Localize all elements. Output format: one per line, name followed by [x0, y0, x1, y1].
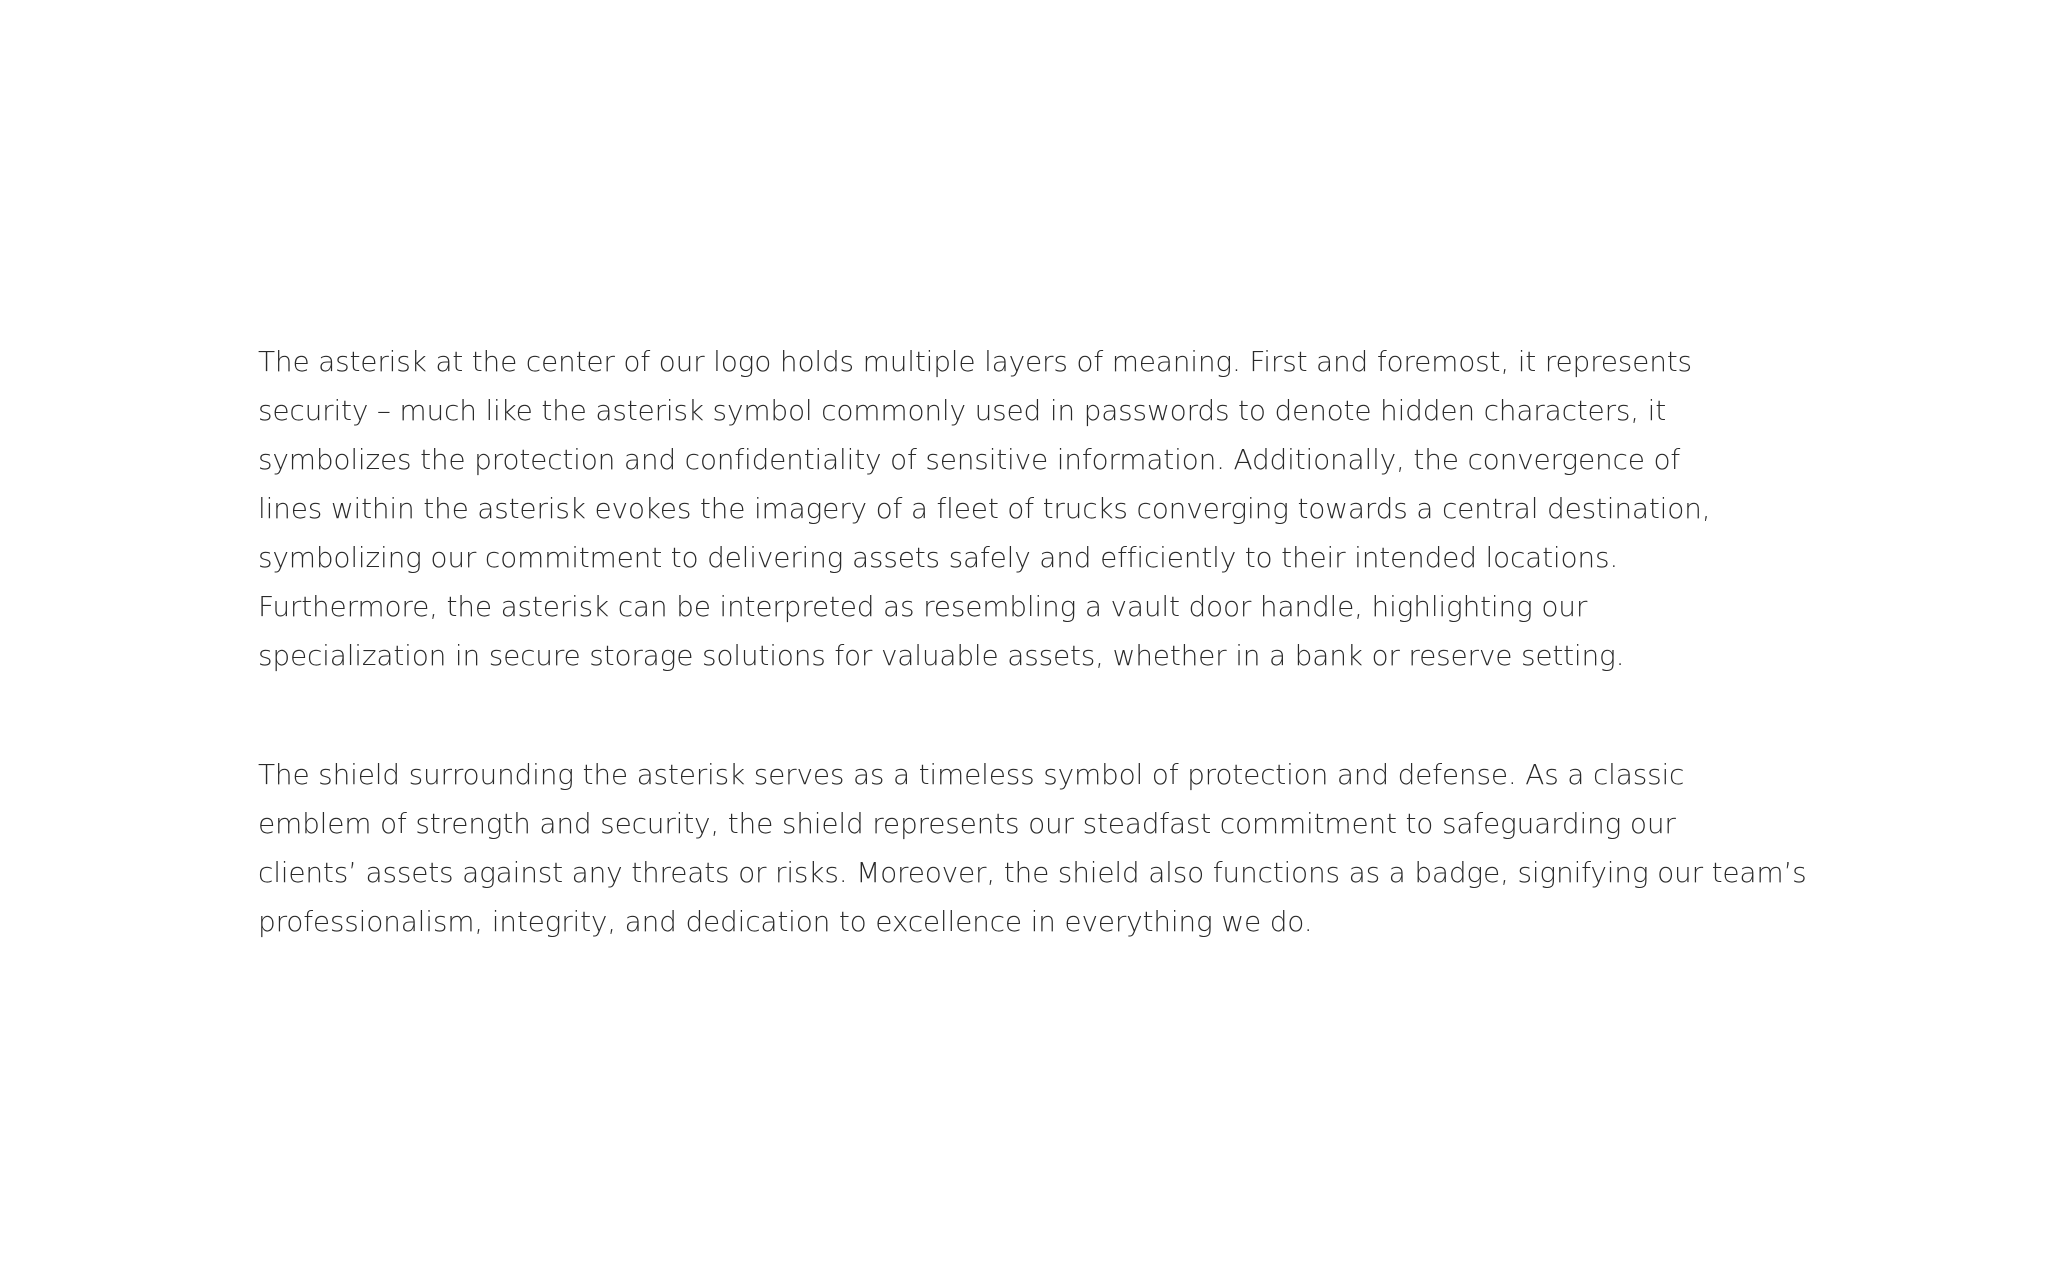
- text-line: specialization in secure storage solutions for valuable assets, whether in a bank or reserve setting.: [258, 639, 1625, 672]
- text-line: clients’ assets against any threats or risks. Moreover, the shield also functions as a badge, signifying our team’s: [258, 856, 1807, 889]
- text-line: Furthermore, the asterisk can be interpreted as resembling a vault door handle, highlighting our: [258, 590, 1588, 623]
- text-line: The shield surrounding the asterisk serves as a timeless symbol of protection and defense. As a classic: [258, 758, 1685, 791]
- text-line: The asterisk at the center of our logo holds multiple layers of meaning. First and foremost, it represents: [258, 345, 1692, 378]
- text-line: symbolizing our commitment to delivering assets safely and efficiently to their intended locations.: [258, 541, 1619, 574]
- text-line: professionalism, integrity, and dedication to excellence in everything we do.: [258, 905, 1313, 938]
- text-line: symbolizes the protection and confidentiality of sensitive information. Additionally, the convergence of: [258, 443, 1681, 476]
- text-line: lines within the asterisk evokes the imagery of a fleet of trucks converging towards a central destination,: [258, 492, 1711, 525]
- text-line: emblem of strength and security, the shield represents our steadfast commitment to safeguarding our: [258, 807, 1676, 840]
- body-text: [258, 337, 1818, 946]
- text-line: security – much like the asterisk symbol commonly used in passwords to denote hidden characters, it: [258, 394, 1667, 427]
- paragraph-shield-meaning: [258, 750, 1818, 946]
- paragraph-asterisk-meaning: [258, 337, 1818, 680]
